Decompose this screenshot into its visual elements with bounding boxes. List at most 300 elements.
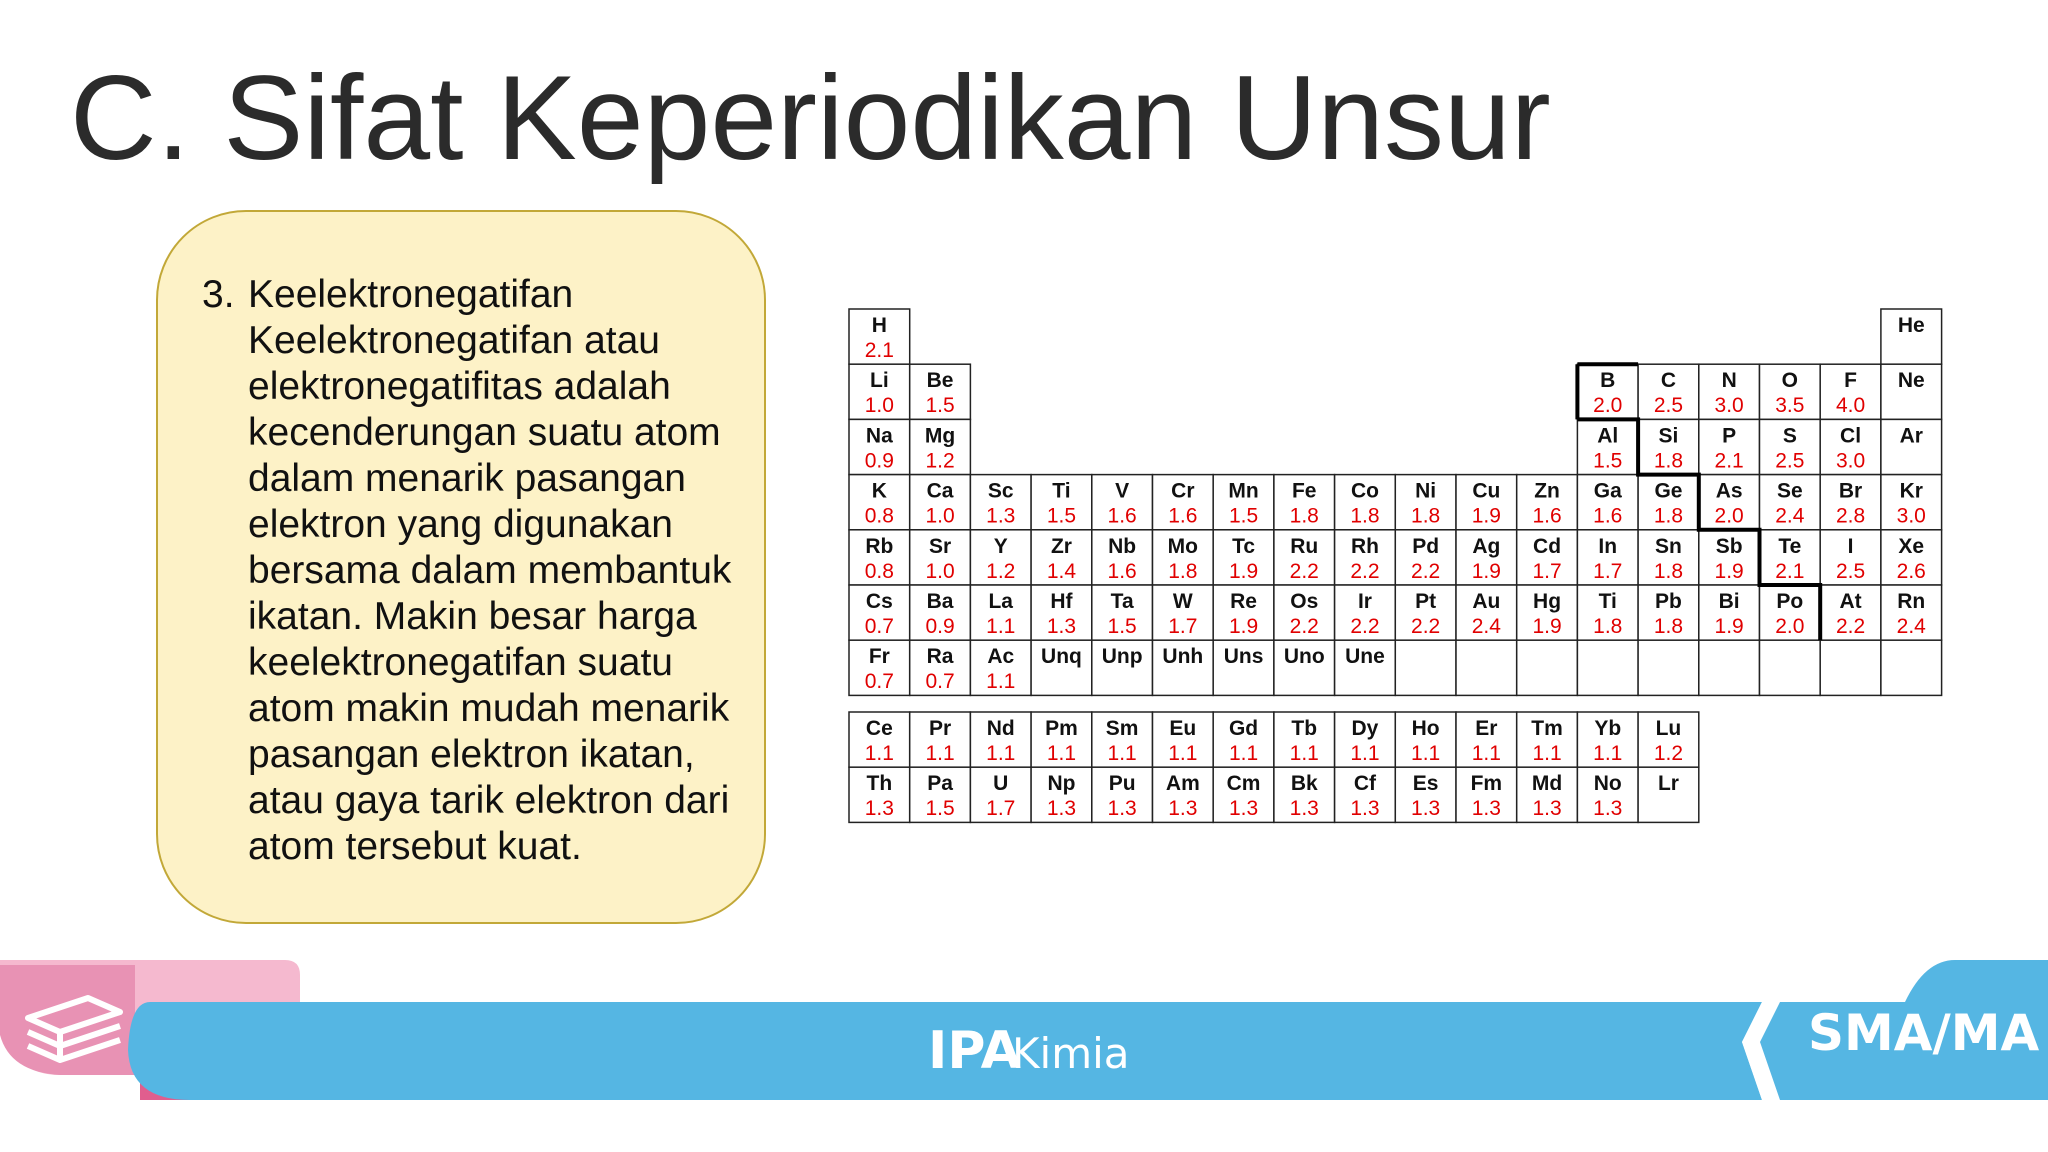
f-block-cell [910,767,971,822]
element-cell [1577,364,1638,419]
element-cell [1031,475,1092,530]
element-symbol: I [1847,534,1854,558]
element-symbol: Be [926,369,954,393]
element-cell [1881,419,1942,474]
element-cell [910,585,971,640]
element-cell [910,419,971,474]
f-block-cell [849,767,910,822]
electronegativity-value: 1.2 [986,559,1016,583]
element-cell [1153,475,1214,530]
electronegativity-value: 0.9 [925,615,955,638]
electronegativity-value: 0.8 [864,504,894,528]
element-symbol: Unq [1041,645,1082,669]
electronegativity-value: 4.0 [1835,394,1866,418]
electronegativity-value: 1.3 [1411,797,1441,821]
element-symbol: He [1897,314,1925,337]
electronegativity-value: 1.6 [1107,504,1137,528]
element-symbol: Ti [1598,590,1617,613]
element-symbol: Ra [926,645,954,669]
electronegativity-value: 1.9 [1471,559,1501,583]
electronegativity-value: 1.3 [864,797,894,821]
element-symbol: Cm [1226,772,1261,796]
element-symbol: Xe [1898,534,1925,558]
element-cell [970,530,1031,585]
f-block-cell [1274,712,1335,767]
element-symbol: Pm [1045,717,1078,740]
element-cell [910,475,971,530]
element-cell [1760,475,1821,530]
f-block-cell [1395,767,1456,822]
f-block-cell [1092,767,1153,822]
element-cell [1760,419,1821,474]
element-cell [1760,530,1821,585]
f-block-cell [970,767,1031,822]
element-symbol: Ca [926,479,954,503]
element-cell [1699,530,1760,585]
electronegativity-value: 0.7 [864,615,894,638]
element-cell [1092,585,1153,640]
element-symbol: Pr [928,717,952,740]
electronegativity-value: 1.8 [1593,615,1623,638]
element-symbol: Cs [865,590,893,613]
element-cell-border [1760,640,1821,695]
note-line: ikatan. Makin besar harga [248,595,697,638]
element-cell [1335,530,1396,585]
element-cell [1699,640,1760,695]
electronegativity-value: 2.0 [1714,504,1744,528]
element-cell-border [1395,640,1456,695]
element-symbol: Cu [1472,479,1501,503]
electronegativity-value: 2.5 [1835,559,1866,583]
f-block-cell [1638,712,1699,767]
element-symbol: La [988,590,1014,613]
electronegativity-value: 1.8 [1653,615,1684,638]
electronegativity-value: 2.2 [1411,559,1441,583]
electronegativity-value: 2.5 [1775,449,1805,473]
element-symbol: Co [1350,479,1379,503]
element-symbol: Ga [1593,479,1622,503]
electronegativity-value: 1.8 [1653,449,1684,473]
electronegativity-value: 1.9 [1228,615,1259,638]
element-symbol: Au [1472,590,1501,613]
electronegativity-value: 1.5 [1046,504,1077,528]
electronegativity-value: 1.0 [864,394,894,418]
electronegativity-value: 1.3 [1228,797,1259,821]
element-cell [1517,585,1578,640]
element-cell [1395,640,1456,695]
element-cell [1274,530,1335,585]
element-symbol: Eu [1169,717,1197,740]
element-symbol: Mn [1228,479,1259,503]
element-symbol: Lr [1657,772,1679,796]
note-line: bersama dalam membantuk [248,549,732,592]
element-symbol: Unh [1162,645,1204,669]
element-cell [1213,585,1274,640]
electronegativity-value: 2.2 [1350,559,1380,583]
electronegativity-value: 1.2 [1653,742,1684,765]
electronegativity-value: 1.3 [1593,797,1623,821]
element-cell [1456,585,1517,640]
electronegativity-value: 2.2 [1411,615,1441,638]
electronegativity-value: 2.0 [1775,615,1805,638]
note-line: atom makin mudah menarik [248,687,730,730]
electronegativity-value: 1.3 [1107,797,1137,821]
electronegativity-value: 1.7 [1532,559,1562,583]
note-line: keelektronegatifan suatu [248,641,673,684]
electronegativity-value: 1.5 [925,394,955,418]
element-symbol: Ti [1052,479,1071,503]
element-symbol: Unp [1101,645,1143,669]
electronegativity-value: 1.1 [1168,742,1198,765]
element-symbol: Np [1047,772,1076,796]
element-symbol: Pa [927,772,953,796]
element-cell [1699,364,1760,419]
element-symbol: Mg [924,424,956,448]
note-line: atau gaya tarik elektron dari [248,779,730,822]
note-line: atom tersebut kuat. [248,825,582,868]
element-symbol: O [1781,369,1799,393]
element-cell [1395,530,1456,585]
electronegativity-value: 1.1 [925,742,955,765]
element-symbol: Cr [1171,479,1195,503]
element-cell [849,364,910,419]
element-symbol: Cd [1533,534,1562,558]
element-symbol: Ho [1411,717,1440,740]
electronegativity-value: 1.6 [1168,504,1198,528]
element-symbol: Nb [1108,534,1137,558]
element-symbol: S [1782,424,1797,448]
element-symbol: Bk [1290,772,1318,796]
element-symbol: Sr [928,534,952,558]
element-cell-border [1577,640,1638,695]
element-cell-border [1881,640,1942,695]
f-block-cell [1153,767,1214,822]
element-cell [1699,475,1760,530]
element-symbol: H [871,314,887,337]
electronegativity-value: 1.3 [1471,797,1501,821]
element-cell [1881,530,1942,585]
electronegativity-value: 1.7 [1593,559,1623,583]
element-cell [1031,530,1092,585]
footer-level: SMA/MA [1808,1004,2040,1062]
electronegativity-value: 1.1 [1228,742,1259,765]
electronegativity-value: 2.6 [1896,559,1926,583]
element-symbol: Gd [1228,717,1259,740]
element-symbol: Hg [1533,590,1562,613]
f-block-cell [1092,712,1153,767]
element-cell [1638,640,1699,695]
f-block-cell [1456,767,1517,822]
element-symbol: Rh [1350,534,1379,558]
electronegativity-value: 1.6 [1107,559,1137,583]
element-symbol: Tb [1291,717,1318,740]
element-cell [849,530,910,585]
element-cell [910,364,971,419]
f-block-cell [1031,712,1092,767]
element-symbol: Tc [1232,534,1256,558]
electronegativity-value: 1.0 [925,504,955,528]
electronegativity-value: 1.5 [1593,449,1623,473]
element-symbol: Md [1531,772,1563,796]
element-symbol: Te [1778,534,1802,558]
electronegativity-value: 1.1 [1046,742,1077,765]
f-block-cell [1213,712,1274,767]
note-line: elektronegatifitas adalah [248,365,671,408]
element-cell [1335,475,1396,530]
electronegativity-value: 1.3 [1046,615,1077,638]
electronegativity-value: 2.2 [1835,615,1866,638]
element-cell-border [1517,640,1578,695]
electronegativity-value: 0.7 [864,670,894,694]
element-cell [1213,530,1274,585]
element-cell [1092,475,1153,530]
element-cell [970,475,1031,530]
element-symbol: Na [865,424,893,448]
element-cell [1820,475,1881,530]
element-symbol: Y [993,534,1008,558]
electronegativity-value: 1.5 [1107,615,1137,638]
electronegativity-value: 1.6 [1593,504,1623,528]
note-line: kecenderungan suatu atom [248,411,721,454]
element-symbol: Cl [1840,424,1862,448]
note-line: dalam menarik pasangan [248,457,686,500]
element-cell-border [1699,640,1760,695]
electronegativity-value: 0.7 [925,670,955,694]
element-symbol: Ar [1899,424,1923,448]
electronegativity-value: 1.3 [1532,797,1562,821]
element-cell [1699,585,1760,640]
electronegativity-value: 2.2 [1289,615,1319,638]
element-cell [849,309,910,364]
element-cell [849,585,910,640]
electronegativity-value: 1.1 [1411,742,1441,765]
electronegativity-value: 1.1 [1289,742,1319,765]
element-symbol: Dy [1351,717,1379,740]
electronegativity-value: 1.9 [1714,559,1744,583]
element-symbol: C [1660,369,1677,393]
electronegativity-value: 1.7 [986,797,1016,821]
element-symbol: Ba [926,590,954,613]
electronegativity-value: 1.8 [1289,504,1319,528]
electronegativity-value: 1.1 [1532,742,1562,765]
electronegativity-value: 2.1 [864,339,894,362]
element-symbol: Re [1230,590,1257,613]
electronegativity-value: 0.9 [864,449,894,473]
element-cell [1274,475,1335,530]
element-cell [1881,640,1942,695]
element-symbol: Ir [1357,590,1372,613]
f-block-cell [1638,767,1699,822]
element-cell [1517,640,1578,695]
element-symbol: Hf [1050,590,1073,613]
element-cell [1577,640,1638,695]
element-cell [1577,530,1638,585]
element-cell [1456,640,1517,695]
element-cell [1031,585,1092,640]
element-symbol: P [1722,424,1737,448]
electronegativity-value: 1.4 [1046,559,1077,583]
element-cell [1699,419,1760,474]
element-cell [1092,530,1153,585]
electronegativity-value: 2.8 [1835,504,1866,528]
element-cell [1153,640,1214,695]
electronegativity-value: 3.0 [1714,394,1744,418]
element-symbol: Th [866,772,893,796]
element-cell [1881,475,1942,530]
element-symbol: Zn [1534,479,1560,503]
electronegativity-value: 1.7 [1168,615,1198,638]
element-symbol: Rb [865,534,894,558]
element-cell [1274,640,1335,695]
electronegativity-value: 1.9 [1532,615,1562,638]
element-cell [1638,475,1699,530]
electronegativity-value: 1.1 [986,670,1016,694]
element-cell [1274,585,1335,640]
electronegativity-value: 1.3 [986,504,1016,528]
element-cell [1760,640,1821,695]
element-cell [1395,585,1456,640]
element-symbol: Er [1475,717,1498,740]
element-cell [1820,530,1881,585]
element-symbol: Lu [1655,717,1682,740]
electronegativity-value: 1.1 [864,742,894,765]
element-cell [1577,475,1638,530]
element-cell [1517,475,1578,530]
electronegativity-value: 2.4 [1471,615,1501,638]
element-cell [970,585,1031,640]
f-block-cell [1456,712,1517,767]
element-symbol: Uno [1283,645,1325,669]
electronegativity-value: 1.2 [925,449,955,473]
electronegativity-value: 1.3 [1289,797,1319,821]
element-symbol: Ac [987,645,1015,669]
electronegativity-value: 1.1 [1350,742,1380,765]
element-symbol: Ne [1897,369,1925,393]
element-cell [1638,585,1699,640]
electronegativity-value: 2.4 [1896,615,1926,638]
element-symbol: In [1598,534,1618,558]
element-symbol: K [871,479,887,503]
electronegativity-value: 1.3 [1046,797,1077,821]
element-symbol: Nd [986,717,1015,740]
element-cell [1638,419,1699,474]
element-cell [1517,530,1578,585]
f-block-cell [1274,767,1335,822]
f-block-cell [1577,767,1638,822]
electronegativity-value: 0.8 [864,559,894,583]
element-symbol: Os [1290,590,1319,613]
element-symbol: Am [1165,772,1200,796]
element-cell [1153,585,1214,640]
element-symbol: Ni [1415,479,1437,503]
electronegativity-value: 1.5 [1228,504,1259,528]
electronegativity-value: 1.8 [1653,559,1684,583]
element-symbol: Yb [1594,717,1622,740]
element-cell [1031,640,1092,695]
element-cell [1760,585,1821,640]
element-cell [970,640,1031,695]
electronegativity-value: 1.3 [1350,797,1380,821]
element-symbol: N [1721,369,1737,393]
f-block-cell [849,712,910,767]
f-block-cell [1031,767,1092,822]
element-cell-border [1638,640,1699,695]
element-cell [1881,364,1942,419]
element-symbol: Pt [1415,590,1437,613]
electronegativity-value: 2.0 [1593,394,1623,418]
f-block-cell [1153,712,1214,767]
electronegativity-value: 1.1 [1593,742,1623,765]
f-block-cell [910,712,971,767]
element-symbol: Zr [1050,534,1072,558]
element-symbol: Br [1838,479,1863,503]
element-symbol: Sb [1715,534,1743,558]
electronegativity-value: 1.5 [925,797,955,821]
electronegativity-value: 2.1 [1775,559,1805,583]
element-cell [1456,530,1517,585]
electronegativity-value: 2.1 [1714,449,1744,473]
element-cell [1820,640,1881,695]
element-symbol: Pd [1412,534,1440,558]
element-symbol: Rn [1897,590,1926,613]
footer-topic: Kimia [1012,1029,1130,1078]
element-cell [910,640,971,695]
electronegativity-value: 3.5 [1775,394,1805,418]
note-number: 3. [202,273,235,316]
element-symbol: Es [1412,772,1439,796]
element-cell [1638,364,1699,419]
element-symbol: Se [1777,479,1803,503]
element-symbol: Ta [1110,590,1134,613]
f-block-cell [1335,712,1396,767]
element-cell [849,640,910,695]
electronegativity-value: 1.1 [986,615,1016,638]
electronegativity-value: 2.4 [1775,504,1805,528]
element-symbol: Al [1597,424,1619,448]
element-cell [1395,475,1456,530]
f-block-cell [1335,767,1396,822]
element-symbol: V [1115,479,1130,503]
f-block-cell [1395,712,1456,767]
electronegativity-value: 3.0 [1835,449,1866,473]
element-symbol: B [1600,369,1616,393]
element-cell [1456,475,1517,530]
element-symbol: Si [1658,424,1679,448]
element-symbol: Ce [865,717,893,740]
note-line: pasangan elektron ikatan, [248,733,695,776]
element-symbol: Pb [1655,590,1682,613]
element-cell [1577,419,1638,474]
element-cell [1638,530,1699,585]
electronegativity-value: 1.8 [1653,504,1684,528]
element-symbol: W [1172,590,1193,613]
element-symbol: Uns [1223,645,1264,669]
f-block-cell [1577,712,1638,767]
element-cell [910,530,971,585]
electronegativity-value: 1.9 [1228,559,1259,583]
element-cell [1335,640,1396,695]
element-cell [1820,585,1881,640]
electronegativity-value: 1.6 [1532,504,1562,528]
element-cell [1881,585,1942,640]
element-symbol: Sm [1105,717,1139,740]
footer-subject: IPA [928,1021,1021,1081]
electronegativity-value: 2.5 [1653,394,1684,418]
note-line: Keelektronegatifan atau [248,319,660,362]
electronegativity-value: 2.2 [1350,615,1380,638]
element-symbol: As [1715,479,1743,503]
electronegativity-value: 3.0 [1896,504,1926,528]
